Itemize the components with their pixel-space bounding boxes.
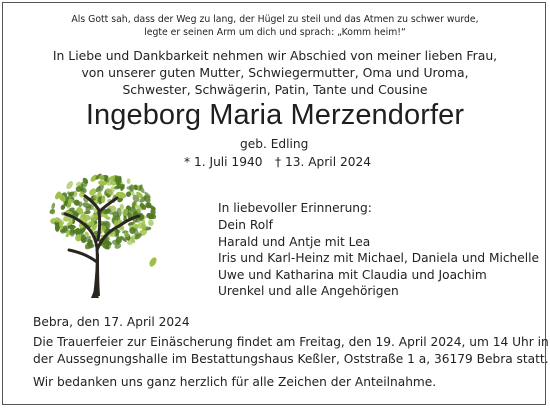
deceased-name: Ingeborg Maria Merzendorfer <box>85 99 465 131</box>
death-date: † 13. April 2024 <box>275 155 371 169</box>
thanks-line: Wir bedanken uns ganz herzlich für alle Zeichen der Anteilnahme. <box>33 375 437 389</box>
tree-leaf <box>50 209 55 214</box>
tree-leaf <box>65 180 74 190</box>
tree-leaf <box>127 178 131 184</box>
intro-line-3: Schwester, Schwägerin, Patin, Tante und Cousine <box>122 82 428 97</box>
falling-leaf <box>148 256 158 268</box>
mourner-line: Uwe und Katharina mit Claudia und Joachim <box>218 267 487 282</box>
intro-line-2: von unserer guten Mutter, Schwiegermutter, Oma und Uroma, <box>81 65 469 80</box>
intro-line-1: In Liebe und Dankbarkeit nehmen wir Abschied von meiner lieben Frau, <box>52 48 498 63</box>
place-date: Bebra, den 17. April 2024 <box>33 315 190 329</box>
service-line-1: Die Trauerfeier zur Einäscherung findet am Freitag, den 19. April 2024, um 14 Uhr in <box>33 335 549 349</box>
mourners-heading: In liebevoller Erinnerung: <box>218 201 372 215</box>
mourner-line: Urenkel und alle Angehörigen <box>218 284 399 298</box>
service-line-2: der Aussegnungshalle im Bestattungshaus Keßler, Oststraße 1 a, 36179 Bebra statt. <box>33 351 549 366</box>
born-name: geb. Edling <box>240 137 309 151</box>
mourner-line: Dein Rolf <box>218 218 273 232</box>
poem-line-2: legte er seinen Arm um dich und sprach: „Komm heim!“ <box>144 27 406 38</box>
birth-date: * 1. Juli 1940 <box>184 155 263 169</box>
mourner-line: Harald und Antje mit Lea <box>218 234 371 249</box>
poem-line-1: Als Gott sah, dass der Weg zu lang, der Hügel zu steil und das Atmen zu schwer wurde, <box>71 14 479 25</box>
tree-leaf <box>51 202 56 209</box>
tree-illustration <box>45 170 165 300</box>
tree-leaf <box>148 219 155 226</box>
mourner-line: Iris und Karl-Heinz mit Michael, Daniela und Michelle <box>218 251 540 265</box>
tree-leaf <box>76 186 82 192</box>
